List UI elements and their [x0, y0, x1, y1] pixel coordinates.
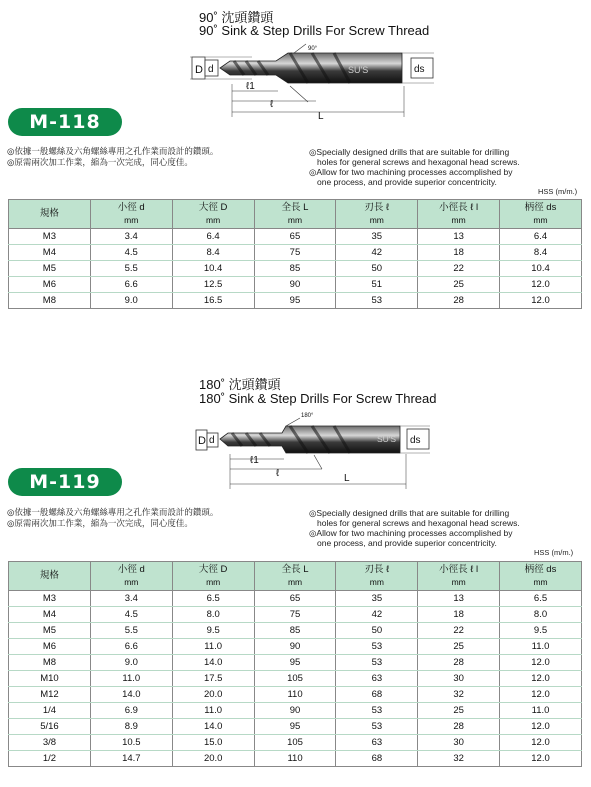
table-cell: 5.5: [90, 623, 172, 639]
column-header-label: 規格: [39, 208, 59, 219]
table-cell: 3.4: [90, 229, 172, 245]
diagram-angle: 180°: [301, 413, 314, 419]
table-row: [9, 229, 582, 245]
column-header-label: 小徑長 ℓ l: [439, 202, 479, 213]
column-header-unit: mm: [533, 215, 548, 225]
table-cell: 105: [254, 735, 336, 751]
table-cell: 90: [254, 639, 336, 655]
table-cell: 110: [254, 751, 336, 767]
desc-en-line: one process, and provide superior concentricity.: [317, 177, 497, 187]
column-header-unit: mm: [124, 577, 139, 587]
column-header-unit: mm: [206, 215, 221, 225]
table-row: [9, 751, 582, 767]
table-cell: 10.4: [500, 261, 582, 277]
spec-size-cell: M5: [9, 623, 91, 639]
spec-size-cell: 3/8: [9, 735, 91, 751]
diagram-brand: SU'S: [348, 65, 369, 75]
table-cell: 14.0: [90, 687, 172, 703]
table-cell: 6.6: [90, 639, 172, 655]
spec-size-cell: 1/2: [9, 751, 91, 767]
column-header-label: 小徑長 ℓ l: [439, 564, 479, 575]
desc-en-line: holes for general screws and hexagonal head screws.: [317, 157, 520, 167]
table-cell: 28: [418, 719, 500, 735]
table-cell: 8.4: [500, 245, 582, 261]
table-cell: 12.0: [500, 293, 582, 309]
column-header-unit: mm: [124, 215, 139, 225]
table-cell: 95: [254, 655, 336, 671]
column-header: [9, 200, 91, 229]
table-cell: 6.5: [500, 591, 582, 607]
table-row: [9, 735, 582, 751]
drill-diagram-90: [190, 40, 450, 122]
table-cell: 105: [254, 671, 336, 687]
table-cell: 53: [336, 703, 418, 719]
section-title-en: 90˚ Sink & Step Drills For Screw Thread: [199, 23, 430, 38]
table-cell: 12.0: [500, 671, 582, 687]
spec-size-cell: M12: [9, 687, 91, 703]
table-cell: 6.4: [500, 229, 582, 245]
drill-diagram-180: [190, 408, 450, 490]
diagram-label-D: D: [198, 435, 206, 447]
table-row: [9, 261, 582, 277]
diagram-label-l1: ℓ1: [246, 81, 255, 92]
column-header: [90, 562, 172, 591]
table-row: [9, 245, 582, 261]
table-cell: 12.0: [500, 719, 582, 735]
table-cell: 10.5: [90, 735, 172, 751]
table-row: [9, 655, 582, 671]
table-row: [9, 719, 582, 735]
desc-en-line: one process, and provide superior concentricity.: [317, 538, 497, 548]
table-cell: 6.9: [90, 703, 172, 719]
table-cell: 63: [336, 671, 418, 687]
table-row: [9, 591, 582, 607]
diagram-label-D: D: [195, 64, 203, 76]
column-header-label: 小徑 d: [117, 202, 145, 213]
spec-size-cell: M4: [9, 245, 91, 261]
header-row: [9, 562, 582, 591]
table-cell: 6.5: [172, 591, 254, 607]
table-cell: 90: [254, 277, 336, 293]
diagram-brand: SU'S: [377, 434, 397, 444]
table-cell: 14.7: [90, 751, 172, 767]
column-header-unit: mm: [206, 577, 221, 587]
table-cell: 50: [336, 623, 418, 639]
table-cell: 32: [418, 687, 500, 703]
column-header-label: 刃長 ℓ: [364, 564, 390, 575]
column-header: [336, 562, 418, 591]
table-cell: 9.0: [90, 655, 172, 671]
table-cell: 18: [418, 607, 500, 623]
table-cell: 11.0: [172, 703, 254, 719]
table-cell: 22: [418, 261, 500, 277]
column-header-label: 柄徑 ds: [524, 564, 557, 575]
header-row: [9, 200, 582, 229]
desc-en-line: ◎Specially designed drills that are suitable for drilling: [309, 147, 510, 157]
table-cell: 65: [254, 229, 336, 245]
table-cell: 65: [254, 591, 336, 607]
table-cell: 8.0: [500, 607, 582, 623]
table-cell: 13: [418, 591, 500, 607]
table-cell: 10.4: [172, 261, 254, 277]
table-cell: 8.4: [172, 245, 254, 261]
table-row: [9, 623, 582, 639]
column-header: [9, 562, 91, 591]
column-header: [418, 562, 500, 591]
table-cell: 12.5: [172, 277, 254, 293]
table-cell: 12.0: [500, 735, 582, 751]
desc-en-line: holes for general screws and hexagonal head screws.: [317, 518, 520, 528]
table-row: [9, 277, 582, 293]
table-row: [9, 703, 582, 719]
desc-en-line: ◎Allow for two machining processes accomplished by: [309, 167, 513, 177]
spec-table-m118: [8, 199, 582, 309]
column-header-unit: mm: [369, 215, 384, 225]
table-row: [9, 671, 582, 687]
table-cell: 95: [254, 719, 336, 735]
table-cell: 75: [254, 245, 336, 261]
table-cell: 3.4: [90, 591, 172, 607]
table-cell: 30: [418, 735, 500, 751]
table-cell: 8.0: [172, 607, 254, 623]
column-header: [254, 200, 336, 229]
table-cell: 28: [418, 293, 500, 309]
diagram-label-L: L: [318, 111, 324, 122]
column-header: [172, 200, 254, 229]
spec-size-cell: M8: [9, 655, 91, 671]
table-cell: 75: [254, 607, 336, 623]
section-title-en: 180˚ Sink & Step Drills For Screw Thread: [199, 391, 437, 406]
spec-size-cell: M3: [9, 591, 91, 607]
column-header: [418, 200, 500, 229]
table-cell: 53: [336, 639, 418, 655]
spec-size-cell: 5/16: [9, 719, 91, 735]
column-header-label: 全長 L: [281, 202, 309, 213]
table-cell: 50: [336, 261, 418, 277]
table-cell: 110: [254, 687, 336, 703]
column-header: [90, 200, 172, 229]
table-cell: 12.0: [500, 655, 582, 671]
table-cell: 95: [254, 293, 336, 309]
column-header-unit: mm: [451, 215, 466, 225]
table-cell: 17.5: [172, 671, 254, 687]
column-header-label: 刃長 ℓ: [364, 202, 390, 213]
table-row: [9, 293, 582, 309]
table-cell: 63: [336, 735, 418, 751]
table-cell: 85: [254, 623, 336, 639]
column-header-label: 柄徑 ds: [524, 202, 557, 213]
diagram-angle: 90°: [308, 46, 318, 52]
table-cell: 68: [336, 751, 418, 767]
table-cell: 85: [254, 261, 336, 277]
desc-en-line: ◎Specially designed drills that are suitable for drilling: [309, 508, 510, 518]
table-cell: 12.0: [500, 277, 582, 293]
column-header: [254, 562, 336, 591]
column-header-label: 大徑 D: [198, 202, 228, 213]
table-row: [9, 607, 582, 623]
spec-size-cell: M6: [9, 639, 91, 655]
table-cell: 9.5: [500, 623, 582, 639]
product-code-badge: M-119: [8, 468, 122, 496]
desc-en-line: ◎Allow for two machining processes accomplished by: [309, 528, 513, 538]
table-cell: 51: [336, 277, 418, 293]
table-cell: 13: [418, 229, 500, 245]
diagram-label-d: d: [208, 64, 214, 75]
spec-size-cell: 1/4: [9, 703, 91, 719]
table-cell: 14.0: [172, 719, 254, 735]
table-cell: 42: [336, 245, 418, 261]
column-header-unit: mm: [287, 577, 303, 587]
table-cell: 14.0: [172, 655, 254, 671]
table-cell: 53: [336, 719, 418, 735]
unit-note: HSS (m/m.): [538, 187, 578, 196]
diagram-label-d: d: [209, 435, 215, 446]
table-cell: 6.6: [90, 277, 172, 293]
unit-note: HSS (m/m.): [534, 548, 574, 557]
spec-size-cell: M8: [9, 293, 91, 309]
spec-size-cell: M4: [9, 607, 91, 623]
diagram-label-ds: ds: [414, 64, 425, 75]
column-header-unit: mm: [287, 215, 303, 225]
table-cell: 11.0: [90, 671, 172, 687]
table-cell: 30: [418, 671, 500, 687]
table-cell: 90: [254, 703, 336, 719]
column-header: [500, 562, 582, 591]
spec-size-cell: M3: [9, 229, 91, 245]
table-cell: 22: [418, 623, 500, 639]
table-cell: 15.0: [172, 735, 254, 751]
column-header: [500, 200, 582, 229]
diagram-label-l1: ℓ1: [250, 455, 259, 466]
table-cell: 8.9: [90, 719, 172, 735]
column-header-label: 大徑 D: [198, 564, 228, 575]
diagram-label-L: L: [344, 473, 350, 484]
table-cell: 5.5: [90, 261, 172, 277]
table-cell: 32: [418, 751, 500, 767]
table-cell: 6.4: [172, 229, 254, 245]
table-row: [9, 687, 582, 703]
diagram-label-l: ℓ: [276, 468, 280, 479]
table-cell: 53: [336, 293, 418, 309]
table-cell: 12.0: [500, 687, 582, 703]
spec-size-cell: M5: [9, 261, 91, 277]
table-cell: 68: [336, 687, 418, 703]
table-cell: 9.5: [172, 623, 254, 639]
desc-cn-line: ◎原需兩次加工作業，縮為一次完成，同心度佳。: [7, 157, 193, 167]
column-header: [336, 200, 418, 229]
table-cell: 25: [418, 703, 500, 719]
spec-size-cell: M6: [9, 277, 91, 293]
diagram-label-l: ℓ: [270, 99, 274, 110]
column-header-unit: mm: [451, 577, 466, 587]
column-header: [172, 562, 254, 591]
section-title-cn: 180˚ 沈頭鑽頭: [199, 377, 281, 392]
table-cell: 18: [418, 245, 500, 261]
desc-cn-line: ◎依據一般螺絲及六角螺絲專用之孔作業而設計的鑽頭。: [7, 146, 219, 156]
section-title-cn: 90˚ 沈頭鑽頭: [199, 10, 274, 25]
column-header-unit: mm: [369, 577, 384, 587]
column-header-label: 全長 L: [281, 564, 309, 575]
table-cell: 9.0: [90, 293, 172, 309]
table-cell: 4.5: [90, 245, 172, 261]
table-cell: 4.5: [90, 607, 172, 623]
diagram-label-ds: ds: [410, 435, 421, 446]
column-header-label: 小徑 d: [117, 564, 145, 575]
product-code-badge: M-118: [8, 108, 122, 136]
table-cell: 53: [336, 655, 418, 671]
table-cell: 20.0: [172, 751, 254, 767]
table-cell: 16.5: [172, 293, 254, 309]
table-row: [9, 639, 582, 655]
spec-size-cell: M10: [9, 671, 91, 687]
desc-cn-line: ◎依據一般螺絲及六角螺絲專用之孔作業而設計的鑽頭。: [7, 507, 219, 517]
table-cell: 20.0: [172, 687, 254, 703]
table-cell: 35: [336, 229, 418, 245]
column-header-unit: mm: [533, 577, 548, 587]
spec-table-m119: [8, 561, 582, 767]
table-cell: 11.0: [500, 703, 582, 719]
table-cell: 11.0: [500, 639, 582, 655]
table-cell: 25: [418, 277, 500, 293]
desc-cn-line: ◎原需兩次加工作業，縮為一次完成，同心度佳。: [7, 518, 193, 528]
table-cell: 12.0: [500, 751, 582, 767]
table-cell: 35: [336, 591, 418, 607]
column-header-label: 規格: [39, 570, 59, 581]
table-cell: 11.0: [172, 639, 254, 655]
table-cell: 28: [418, 655, 500, 671]
table-cell: 42: [336, 607, 418, 623]
table-cell: 25: [418, 639, 500, 655]
